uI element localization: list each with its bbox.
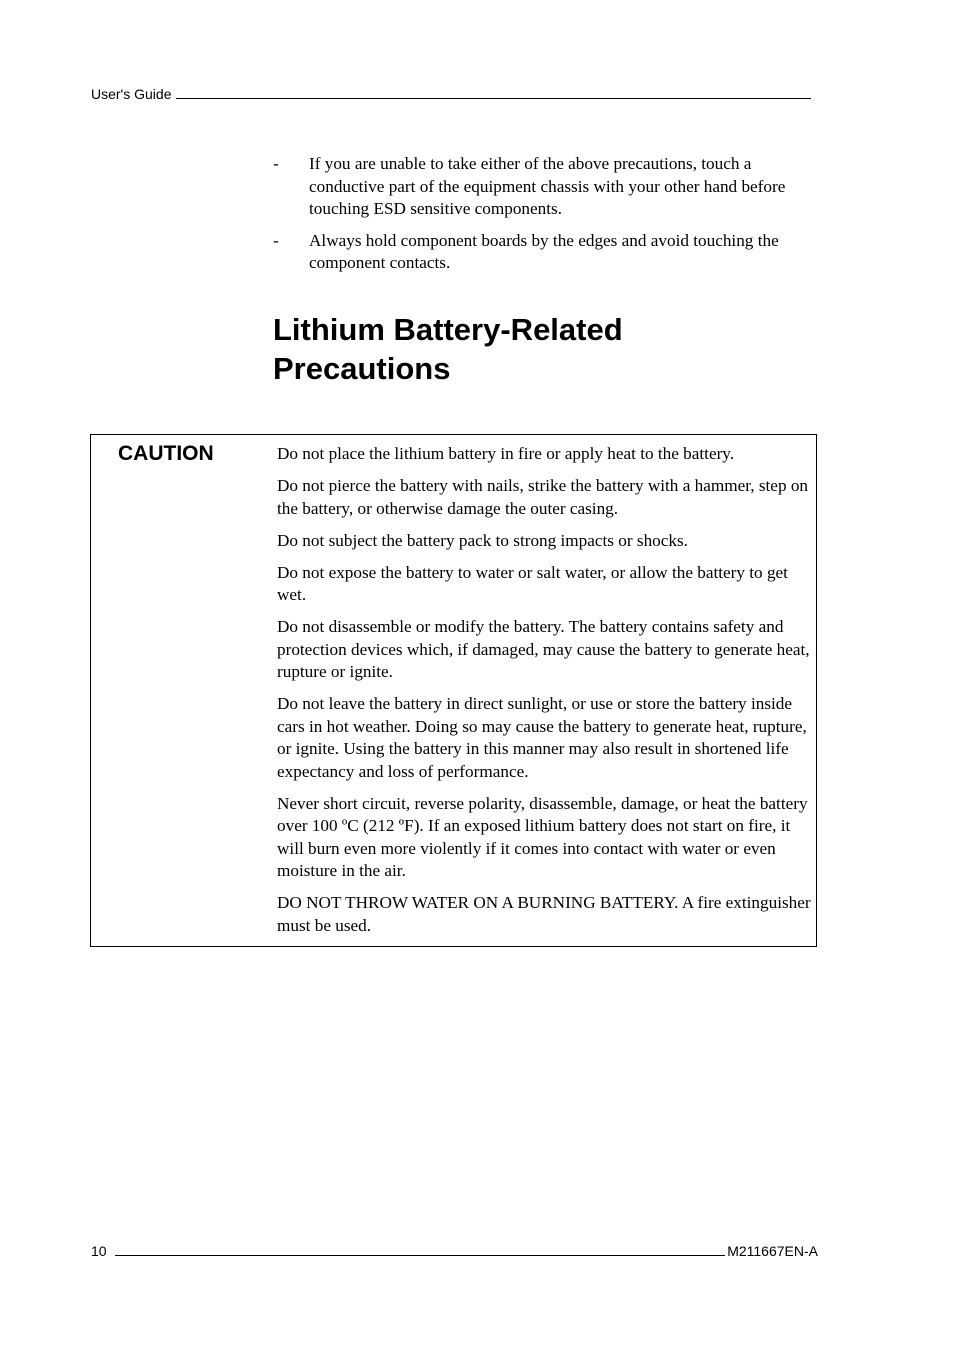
bullet-marker: - [273, 154, 279, 173]
header-rule [176, 98, 811, 99]
caution-item: DO NOT THROW WATER ON A BURNING BATTERY. A fire extinguisher must be used. [277, 893, 811, 935]
footer-rule [115, 1255, 726, 1256]
list-item [273, 153, 813, 221]
bullet-marker: - [273, 230, 279, 250]
caution-item: Do not disassemble or modify the battery. The battery contains safety and protection devices which, if damaged, may cause the battery to generate heat, rupture or ignite. [277, 617, 810, 681]
caution-item: Do not place the lithium battery in fire or apply heat to the battery. [277, 444, 735, 463]
running-footer [91, 1243, 818, 1259]
section-heading: Lithium Battery-Related Precautions [273, 312, 623, 386]
bullet-text: Always hold component boards by the edges and avoid touching the component contacts. [309, 230, 779, 272]
caution-items [277, 443, 813, 947]
bullet-text: If you are unable to take either of the above precautions, touch a conductive part of the equipment chassis with your other hand before touching ESD sensitive components. [309, 154, 786, 218]
caution-item: Do not pierce the battery with nails, strike the battery with a hammer, step on the battery, or otherwise damage the outer casing. [277, 476, 809, 518]
caution-label: CAUTION [118, 442, 214, 465]
page-number: 10 [91, 1243, 107, 1259]
bullet-list [273, 153, 813, 284]
caution-item: Do not expose the battery to water or salt water, or allow the battery to get wet. [277, 562, 788, 604]
running-header [91, 86, 811, 102]
document-code: M211667EN-A [727, 1243, 818, 1259]
caution-item: Do not subject the battery pack to strong impacts or shocks. [277, 530, 688, 550]
caution-box [90, 434, 817, 947]
list-item [273, 230, 813, 275]
caution-item: Do not leave the battery in direct sunlight, or use or store the battery inside cars in hot weather. Doing so may cause the battery to generate heat, rupture, or ignite. Using the battery in this manner may also result in shortened life expectancy and loss of performance. [277, 694, 807, 781]
caution-item: Never short circuit, reverse polarity, disassemble, damage, or heat the battery over 100 ºC (212 ºF). If an exposed lithium battery does not start on fire, it will burn even more violently if it comes into contact with water or even moisture in the air. [277, 793, 808, 880]
header-title: User's Guide [91, 86, 172, 102]
